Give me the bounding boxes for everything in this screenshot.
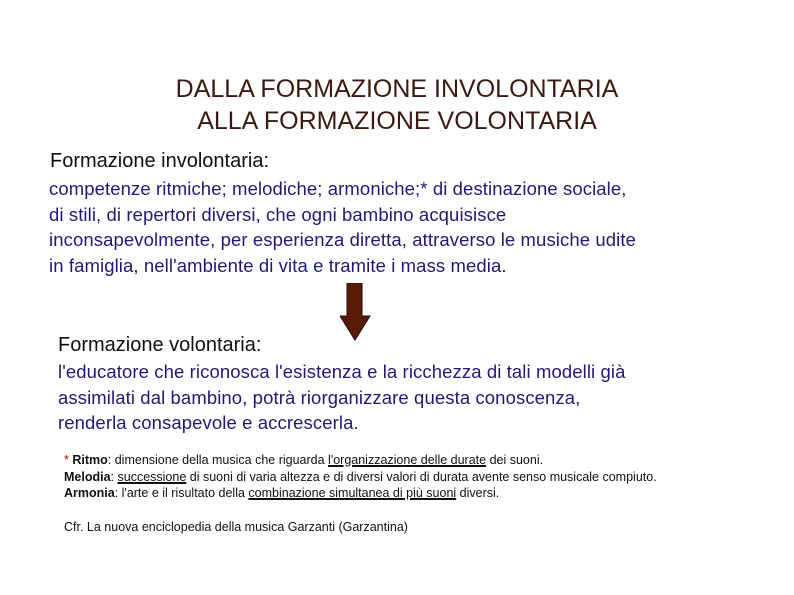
- term: Armonia: [64, 486, 115, 500]
- footnote-melodia: [64, 469, 744, 486]
- title-line-2: ALLA FORMAZIONE VOLONTARIA: [197, 107, 597, 135]
- asterisk: *: [64, 453, 69, 467]
- body-line: assimilati dal bambino, potrà riorganizzare questa conoscenza,: [58, 386, 581, 408]
- body-line: competenze ritmiche; melodiche; armoniche;* di destinazione sociale,: [49, 178, 627, 199]
- underlined-text: combinazione simultanea di più suoni: [248, 486, 457, 500]
- volontaria-body: [58, 359, 626, 436]
- body-line: inconsapevolmente, per esperienza diretta, attraverso le musiche udite: [49, 229, 636, 250]
- slide-title: [0, 73, 794, 137]
- body-line: in famiglia, nell'ambiente di vita e tramite i mass media.: [49, 254, 507, 276]
- volontaria-heading: Formazione volontaria:: [58, 334, 262, 356]
- footnote: [64, 452, 744, 535]
- title-line-1: DALLA FORMAZIONE INVOLONTARIA: [175, 75, 619, 103]
- text: : dimensione della musica che riguarda: [107, 453, 329, 467]
- text: :: [110, 469, 118, 484]
- underlined-text: l'organizzazione delle durate: [328, 453, 487, 467]
- term: Ritmo: [72, 453, 108, 467]
- body-line: di stili, di repertori diversi, che ogni bambino acquisisce: [49, 203, 507, 225]
- text: diversi.: [456, 486, 500, 500]
- underlined-text: successione: [117, 469, 187, 484]
- footnote-ritmo: [64, 452, 744, 469]
- text: di suoni di varia altezza e di diversi valori di durata avente senso musicale compiuto.: [186, 469, 657, 484]
- text: : l'arte e il risultato della: [114, 486, 249, 500]
- body-line: renderla consapevole e accrescerla.: [58, 412, 359, 433]
- body-line: l'educatore che riconosca l'esistenza e la ricchezza di tali modelli già: [58, 361, 626, 382]
- involontaria-heading: Formazione involontaria:: [50, 150, 269, 172]
- footnote-citation: Cfr. La nuova enciclopedia della musica Garzanti (Garzantina): [64, 519, 408, 534]
- down-arrow-icon: [340, 283, 372, 341]
- footnote-armonia: [64, 485, 744, 502]
- text: dei suoni.: [486, 453, 544, 467]
- involontaria-body: [49, 176, 636, 278]
- term: Melodia: [64, 469, 111, 484]
